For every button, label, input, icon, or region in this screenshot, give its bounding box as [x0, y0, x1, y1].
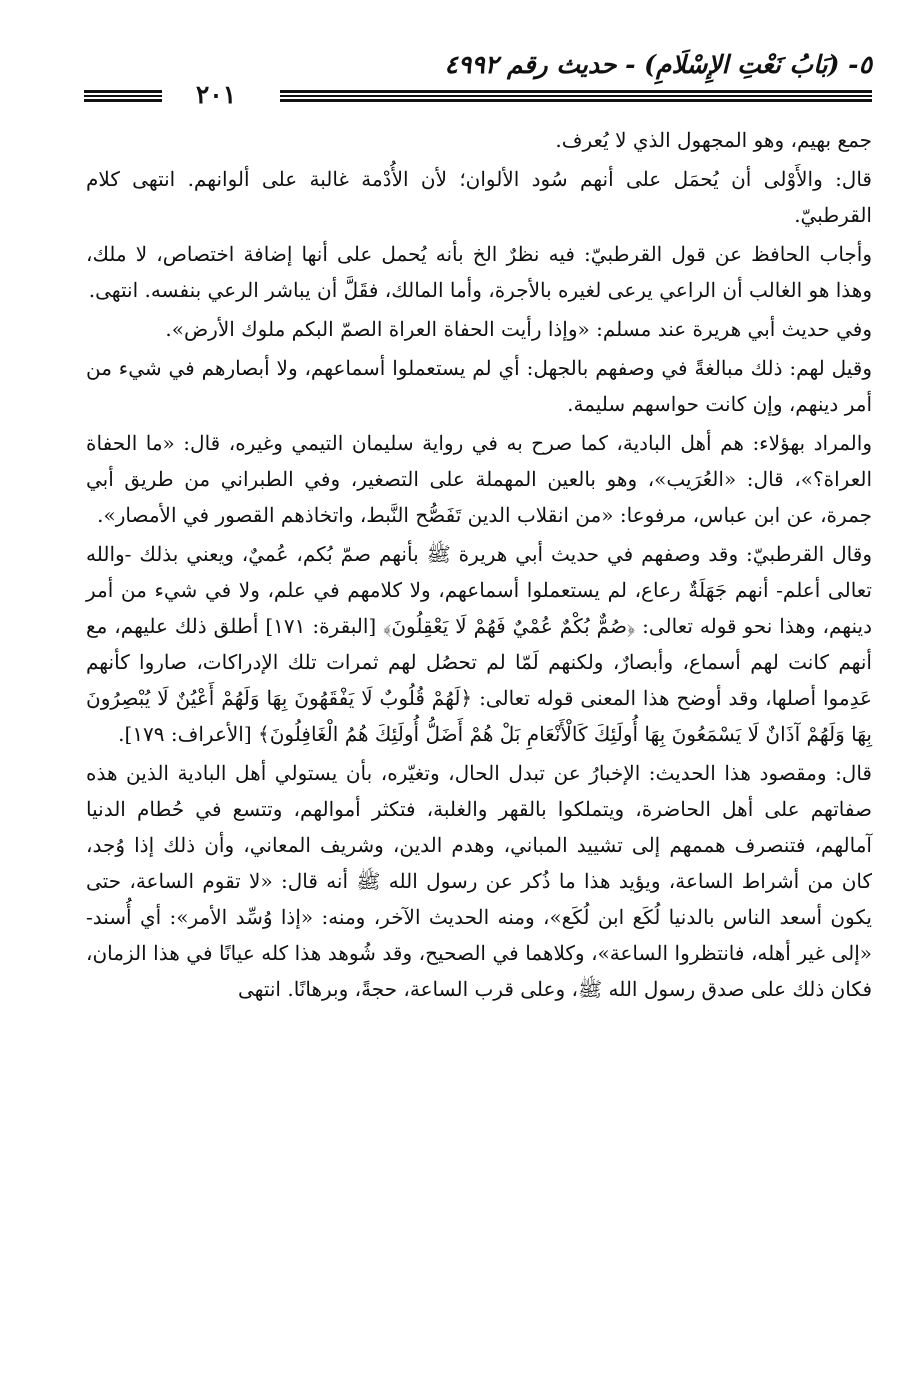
header-rule [280, 90, 872, 102]
paragraph: وأجاب الحافظ عن قول القرطبيّ: فيه نظرٌ الخ بأنه يُحمل على أنها إضافة اختصاص، لا ملك، وهذا هو الغالب أن الراعي يرعى لغيره بالأجرة، وأما المالك، فقَلَّ أن يباشر الرعي بنفسه. انتهى. [86, 242, 872, 302]
paragraph: والمراد بهؤلاء: هم أهل البادية، كما صرح به في رواية سليمان التيمي وغيره، قال: «ما الحفاة العراة؟»، قال: «العُرَيب»، وهو بالعين المهملة على التصغير، وفي الطبراني من طريق أبي جمرة، عن ابن عباس، مرفوعا: «من انقلاب الدين تَفَصُّح النَّبط، واتخاذهم القصور في الأمصار». [86, 431, 872, 527]
header-rule-short [84, 90, 162, 102]
running-title: ٥- (بَابُ نَعْتِ الإِسْلَامِ) - حديث رقم ٤٩٩٢ [444, 50, 872, 79]
page-header [84, 48, 872, 108]
paragraph: جمع بهيم، وهو المجهول الذي لا يُعرف. [555, 128, 872, 152]
paragraph: قال: والأَوْلى أن يُحمَل على أنهم سُود الألوان؛ لأن الأُدْمة غالبة على ألوانهم. انتهى كلام القرطبيّ. [86, 167, 872, 227]
page-number: ٢٠١ [195, 80, 237, 109]
paragraph: وقال القرطبيّ: وقد وصفهم في حديث أبي هريرة ﷺ بأنهم صمّ بُكم، عُميٌ، ويعني بذلك -والله تعالى أعلم- أنهم جَهَلَةٌ رعاع، لم يستعملوا أسماعهم، ولا كلامهم في علم، ولا في شيء من أمر دينهم، وهذا نحو قوله تعالى: ﴿صُمٌّ بُكْمٌ عُمْيٌ فَهُمْ لَا يَعْقِلُونَ﴾ [البقرة: ١٧١] أطلق ذلك عليهم، مع أنهم كانت لهم أسماع، وأبصارٌ، ولكنهم لَمّا لم تحصُل لهم ثمرات تلك الإدراكات، صاروا كأنهم عَدِموا أصلها، وقد أوضح هذا المعنى قوله تعالى: ﴿لَهُمْ قُلُوبٌ لَا يَفْقَهُونَ بِهَا وَلَهُمْ أَعْيُنٌ لَا يُبْصِرُونَ بِهَا وَلَهُمْ آذَانٌ لَا يَسْمَعُونَ بِهَا أُولَئِكَ كَالْأَنْعَامِ بَلْ هُمْ أَضَلُّ أُولَئِكَ هُمُ الْغَافِلُونَ﴾ [الأعراف: ١٧٩]. [86, 542, 872, 746]
paragraph: قال: ومقصود هذا الحديث: الإخبارُ عن تبدل الحال، وتغيّره، بأن يستولي أهل البادية الذين هذه صفاتهم على أهل الحاضرة، ويتملكوا بالقهر والغلبة، فتكثر أموالهم، وتتسع في حُطام الدنيا آمالهم، فتنصرف هممهم إلى تشييد المباني، وهدم الدين، وشريف المعاني، وأن ذلك إذا وُجد، كان من أشراط الساعة، ويؤيد هذا ما ذُكر عن رسول الله ﷺ أنه قال: «لا تقوم الساعة، حتى يكون أسعد الناس بالدنيا لُكَع ابن لُكَع»، ومنه الحديث الآخر، ومنه: «إذا وُسِّد الأمر»: أي أُسند- «إلى غير أهله، فانتظروا الساعة»، وكلاهما في الصحيح، وقد شُوهد هذا كله عيانًا في هذا الزمان، فكان ذلك على صدق رسول الله ﷺ، وعلى قرب الساعة، حجةً، وبرهانًا. انتهى [86, 761, 872, 1001]
paragraph: وقيل لهم: ذلك مبالغةً في وصفهم بالجهل: أي لم يستعملوا أسماعهم، ولا أبصارهم في شيء من أمر دينهم، وإن كانت حواسهم سليمة. [86, 356, 872, 416]
body-text [86, 122, 872, 1010]
paragraph: وفي حديث أبي هريرة عند مسلم: «وإذا رأيت الحفاة العراة الصمّ البكم ملوك الأرض». [165, 317, 872, 341]
